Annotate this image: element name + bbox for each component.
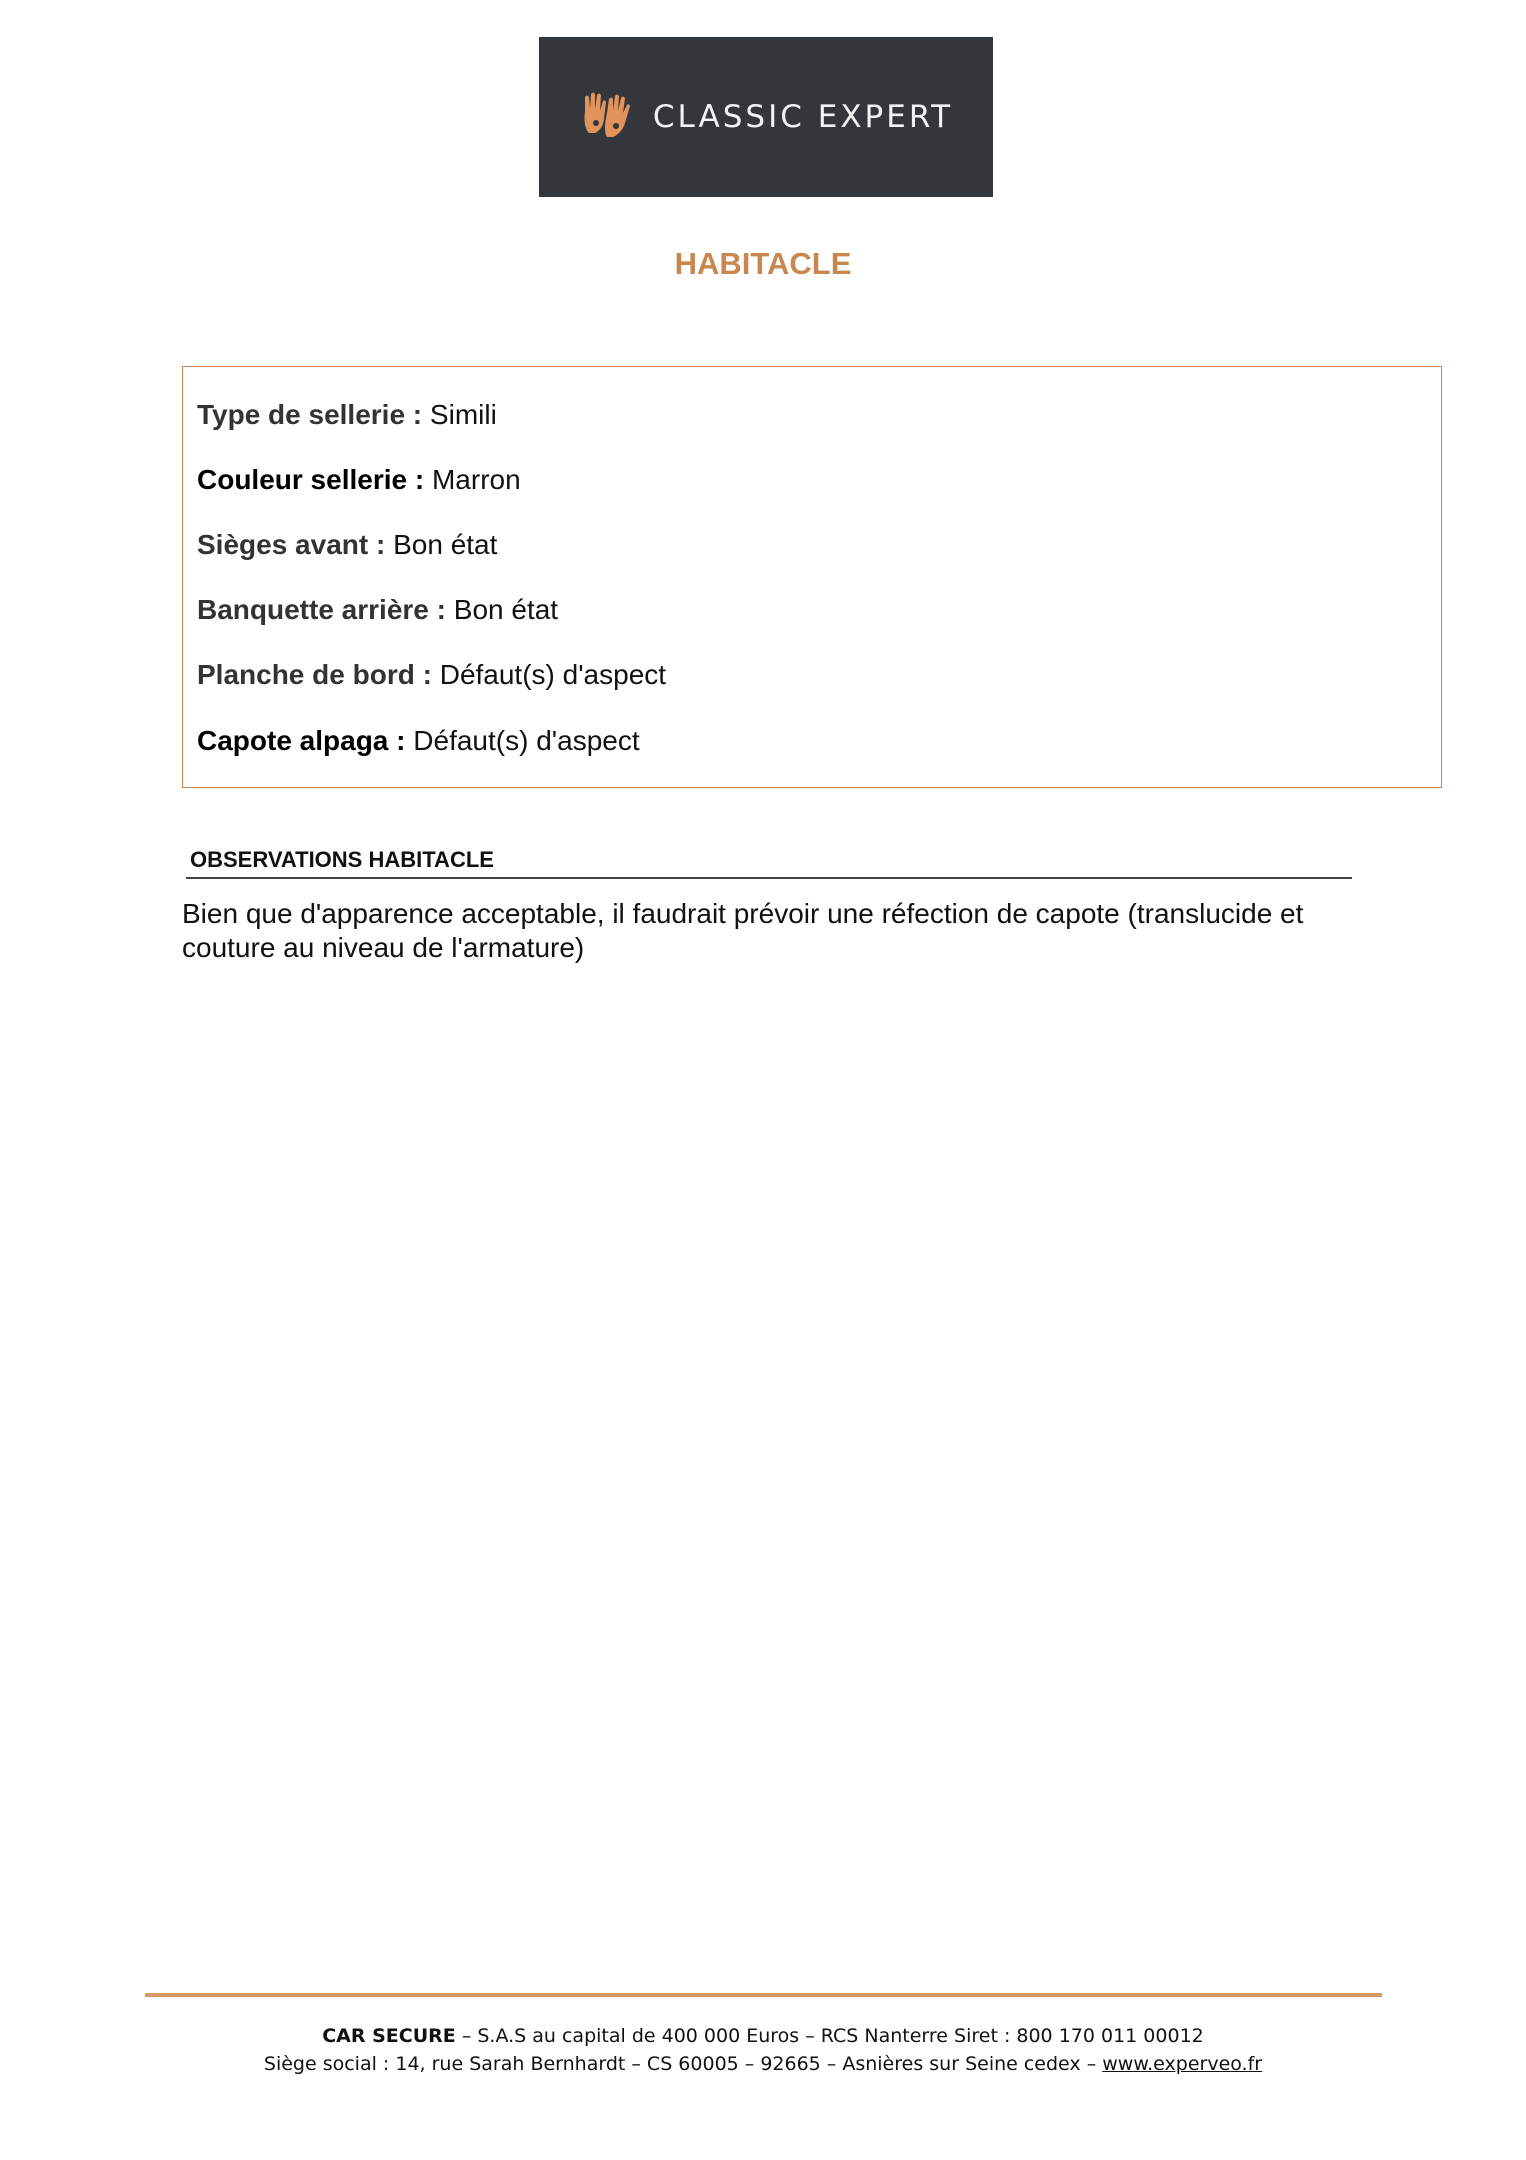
observations-line-2: couture au niveau de l'armature) (182, 932, 585, 963)
detail-row-capote: Capote alpaga : Défaut(s) d'aspect (197, 725, 640, 756)
detail-row-sieges-avant: Sièges avant : Bon état (197, 529, 498, 560)
footer-legal: – S.A.S au capital de 400 000 Euros – RCS Nanterre Siret : 800 170 011 00012 (455, 2025, 1204, 2047)
page-title: HABITACLE (674, 246, 852, 281)
detail-label: Sièges avant (197, 529, 369, 560)
logo-banner (539, 37, 993, 197)
observations-heading: OBSERVATIONS HABITACLE (190, 847, 494, 872)
detail-row-banquette: Banquette arrière : Bon état (197, 594, 559, 625)
detail-label: Capote alpaga (197, 725, 389, 756)
detail-label: Type de sellerie (197, 399, 406, 430)
footer (0, 2022, 1526, 2078)
footer-divider (145, 1993, 1382, 1997)
footer-address: Siège social : 14, rue Sarah Bernhardt – CS 60005 – 92665 – Asnières sur Seine cedex – (263, 2053, 1103, 2075)
footer-line-2 (0, 2050, 1526, 2078)
footer-website-link[interactable]: www.experveo.fr (1102, 2053, 1263, 2075)
detail-row-sellerie-type: Type de sellerie : Simili (197, 399, 497, 430)
detail-value: Défaut(s) d'aspect (439, 659, 667, 690)
detail-row-sellerie-couleur: Couleur sellerie : Marron (197, 464, 521, 495)
logo-text: CLASSIC EXPERT (652, 99, 954, 135)
observations-divider (186, 877, 1352, 879)
detail-label: Couleur sellerie (197, 464, 408, 495)
details-box (182, 366, 1442, 788)
footer-line-1 (0, 2022, 1526, 2050)
gloves-icon (579, 89, 637, 145)
observations-line-1: Bien que d'apparence acceptable, il faudrait prévoir une réfection de capote (translucide et (182, 898, 1304, 929)
observations-text (182, 897, 1382, 965)
detail-value: Bon état (453, 594, 559, 625)
detail-row-planche-de-bord: Planche de bord : Défaut(s) d'aspect (197, 659, 667, 690)
detail-value: Marron (431, 464, 521, 495)
footer-company: CAR SECURE (322, 2025, 456, 2047)
detail-value: Bon état (393, 529, 498, 560)
detail-label: Banquette arrière (197, 594, 429, 625)
detail-label: Planche de bord (197, 659, 415, 690)
detail-value: Simili (429, 399, 497, 430)
detail-value: Défaut(s) d'aspect (413, 725, 640, 756)
